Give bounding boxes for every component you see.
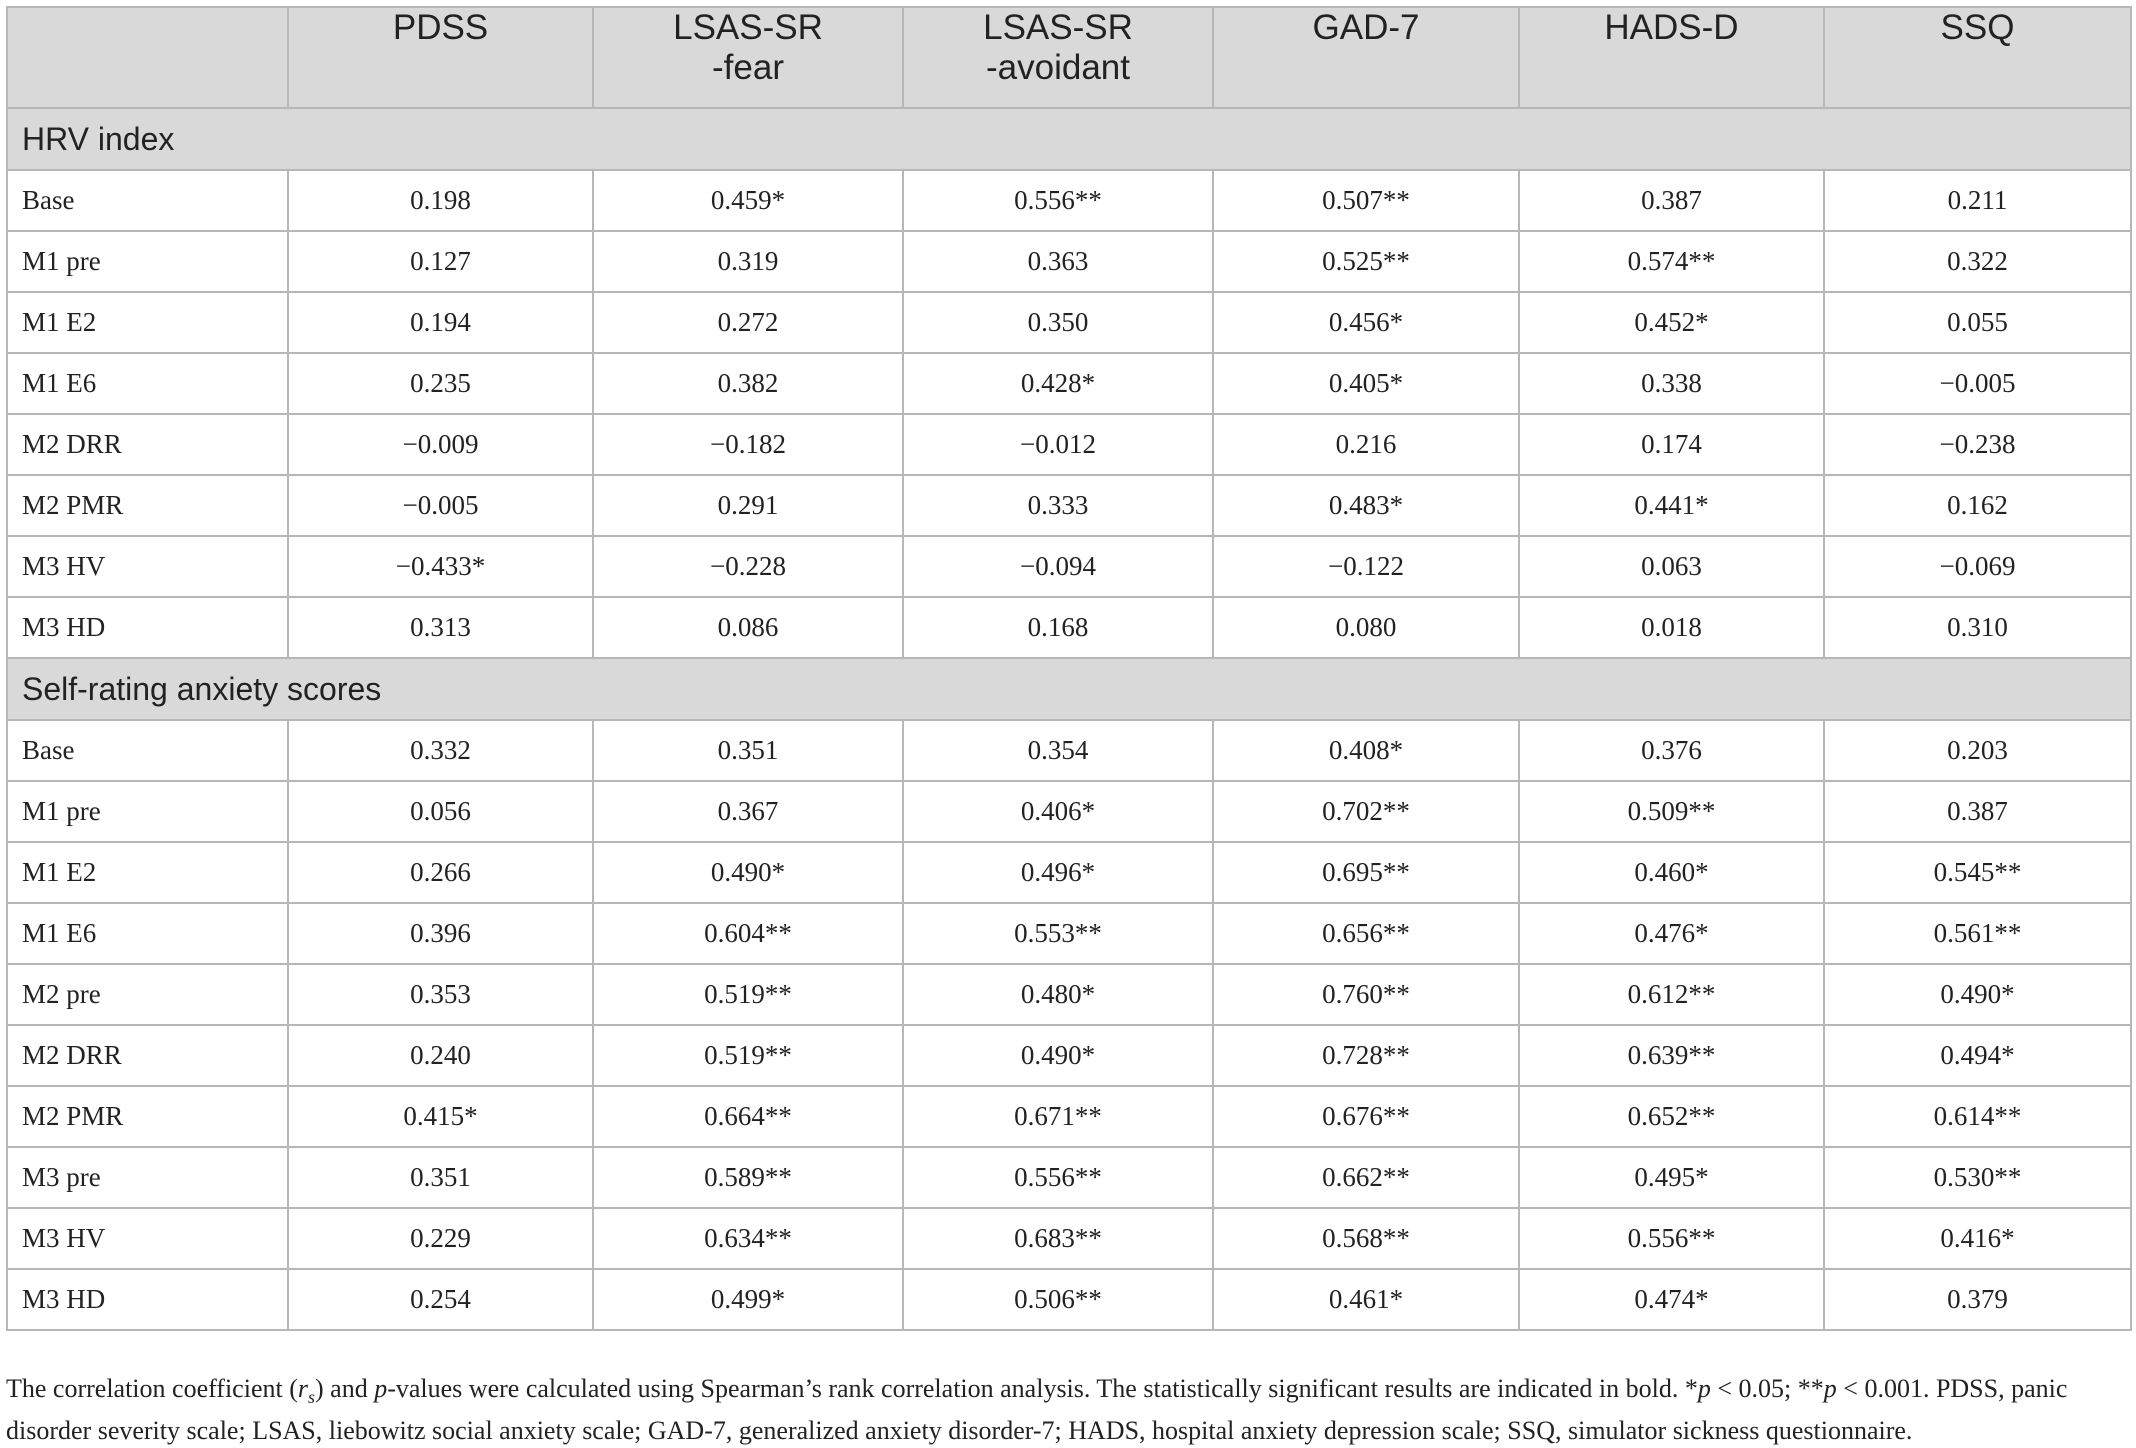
- table-cell: 0.018: [1519, 597, 1824, 658]
- row-label: M2 DRR: [7, 1025, 288, 1086]
- table-cell: 0.396: [288, 903, 593, 964]
- table-cell: 0.676**: [1213, 1086, 1519, 1147]
- row-label: M2 pre: [7, 964, 288, 1025]
- table-cell: 0.174: [1519, 414, 1824, 475]
- table-cell: −0.005: [1824, 353, 2131, 414]
- table-row: [7, 353, 2131, 414]
- table-cell: 0.235: [288, 353, 593, 414]
- row-label: M1 pre: [7, 781, 288, 842]
- column-header: [288, 7, 593, 108]
- table-cell: 0.387: [1824, 781, 2131, 842]
- table-cell: 0.664**: [593, 1086, 903, 1147]
- table-cell: 0.240: [288, 1025, 593, 1086]
- table-cell: 0.728**: [1213, 1025, 1519, 1086]
- column-header-line: LSAS-SR: [983, 8, 1133, 47]
- section-header-row: [7, 108, 2131, 170]
- column-header-line: HADS-D: [1604, 8, 1739, 47]
- row-label: M1 E6: [7, 903, 288, 964]
- table-cell: 0.086: [593, 597, 903, 658]
- table-row: [7, 536, 2131, 597]
- table-cell: −0.182: [593, 414, 903, 475]
- table-cell: 0.063: [1519, 536, 1824, 597]
- table-cell: −0.228: [593, 536, 903, 597]
- table-cell: 0.490*: [593, 842, 903, 903]
- table-cell: 0.376: [1519, 720, 1824, 781]
- table-cell: 0.490*: [903, 1025, 1213, 1086]
- table-cell: 0.203: [1824, 720, 2131, 781]
- table-cell: 0.353: [288, 964, 593, 1025]
- table-cell: 0.574**: [1519, 231, 1824, 292]
- table-cell: 0.338: [1519, 353, 1824, 414]
- table-cell: 0.507**: [1213, 170, 1519, 231]
- table-cell: −0.069: [1824, 536, 2131, 597]
- table-row: [7, 475, 2131, 536]
- table-cell: 0.194: [288, 292, 593, 353]
- row-label: M1 pre: [7, 231, 288, 292]
- table-cell: 0.614**: [1824, 1086, 2131, 1147]
- table-cell: 0.499*: [593, 1269, 903, 1330]
- table-cell: 0.322: [1824, 231, 2131, 292]
- table-cell: 0.405*: [1213, 353, 1519, 414]
- table-cell: 0.634**: [593, 1208, 903, 1269]
- table-cell: 0.480*: [903, 964, 1213, 1025]
- table-cell: 0.589**: [593, 1147, 903, 1208]
- table-cell: 0.313: [288, 597, 593, 658]
- table-cell: 0.495*: [1519, 1147, 1824, 1208]
- table-cell: 0.496*: [903, 842, 1213, 903]
- column-header-line: LSAS-SR: [673, 8, 823, 47]
- column-header-line: SSQ: [1940, 8, 2015, 47]
- table-header: [7, 7, 2131, 108]
- table-cell: −0.009: [288, 414, 593, 475]
- table-cell: 0.408*: [1213, 720, 1519, 781]
- table-cell: −0.012: [903, 414, 1213, 475]
- table-cell: 0.556**: [903, 170, 1213, 231]
- table-cell: 0.382: [593, 353, 903, 414]
- table-cell: 0.490*: [1824, 964, 2131, 1025]
- table-cell: 0.415*: [288, 1086, 593, 1147]
- table-cell: 0.474*: [1519, 1269, 1824, 1330]
- table-cell: 0.556**: [903, 1147, 1213, 1208]
- table-cell: 0.319: [593, 231, 903, 292]
- table-cell: 0.525**: [1213, 231, 1519, 292]
- table-cell: 0.216: [1213, 414, 1519, 475]
- table-cell: 0.254: [288, 1269, 593, 1330]
- table-cell: 0.476*: [1519, 903, 1824, 964]
- table-cell: 0.553**: [903, 903, 1213, 964]
- table-cell: 0.198: [288, 170, 593, 231]
- table-row: [7, 170, 2131, 231]
- section-header-row: [7, 658, 2131, 720]
- table-cell: 0.351: [288, 1147, 593, 1208]
- correlation-table: [6, 6, 2132, 1331]
- row-label: M3 HD: [7, 597, 288, 658]
- column-header: [593, 7, 903, 108]
- footnote-text: < 0.001. PDSS, panic disorder severity scale; LSAS, liebowitz social anxiety scale; GAD-7, generalized anxiety disorder-7; HADS, hospital anxiety depression scale; SSQ, simulator sickness questionnaire.: [6, 1374, 2068, 1446]
- column-header-line: PDSS: [392, 8, 489, 47]
- table-cell: 0.671**: [903, 1086, 1213, 1147]
- table-cell: 0.211: [1824, 170, 2131, 231]
- table-body: [7, 108, 2131, 1330]
- table-cell: 0.310: [1824, 597, 2131, 658]
- table-row: [7, 231, 2131, 292]
- column-header-line: -fear: [712, 48, 784, 87]
- table-cell: 0.441*: [1519, 475, 1824, 536]
- table-cell: 0.459*: [593, 170, 903, 231]
- table-container: [6, 6, 2130, 1331]
- column-header: [1213, 7, 1519, 108]
- row-label: M2 PMR: [7, 1086, 288, 1147]
- footnote-p-symbol: p: [1823, 1374, 1837, 1403]
- table-cell: −0.094: [903, 536, 1213, 597]
- table-cell: 0.760**: [1213, 964, 1519, 1025]
- table-cell: 0.452*: [1519, 292, 1824, 353]
- header-row: [7, 7, 2131, 108]
- table-cell: 0.556**: [1519, 1208, 1824, 1269]
- table-cell: 0.612**: [1519, 964, 1824, 1025]
- column-header: [903, 7, 1213, 108]
- table-cell: −0.005: [288, 475, 593, 536]
- table-cell: 0.530**: [1824, 1147, 2131, 1208]
- header-corner-cell: [7, 7, 288, 108]
- table-cell: 0.456*: [1213, 292, 1519, 353]
- row-label: M1 E2: [7, 292, 288, 353]
- table-cell: 0.272: [593, 292, 903, 353]
- table-cell: −0.122: [1213, 536, 1519, 597]
- table-cell: 0.545**: [1824, 842, 2131, 903]
- section-title: HRV index: [7, 108, 2131, 170]
- table-cell: 0.506**: [903, 1269, 1213, 1330]
- table-cell: 0.639**: [1519, 1025, 1824, 1086]
- table-cell: 0.406*: [903, 781, 1213, 842]
- table-cell: 0.695**: [1213, 842, 1519, 903]
- table-cell: 0.055: [1824, 292, 2131, 353]
- table-cell: 0.332: [288, 720, 593, 781]
- row-label: M3 HV: [7, 1208, 288, 1269]
- table-cell: 0.350: [903, 292, 1213, 353]
- row-label: M2 PMR: [7, 475, 288, 536]
- table-cell: 0.494*: [1824, 1025, 2131, 1086]
- table-cell: 0.519**: [593, 1025, 903, 1086]
- table-cell: 0.662**: [1213, 1147, 1519, 1208]
- table-row: [7, 1086, 2131, 1147]
- section-title: Self-rating anxiety scores: [7, 658, 2131, 720]
- table-cell: 0.702**: [1213, 781, 1519, 842]
- table-cell: 0.428*: [903, 353, 1213, 414]
- table-cell: 0.162: [1824, 475, 2131, 536]
- footnote-r-symbol: r: [297, 1374, 308, 1403]
- table-cell: 0.354: [903, 720, 1213, 781]
- table-cell: 0.683**: [903, 1208, 1213, 1269]
- table-cell: −0.238: [1824, 414, 2131, 475]
- table-cell: 0.367: [593, 781, 903, 842]
- column-header-line: -avoidant: [986, 48, 1130, 87]
- table-cell: 0.656**: [1213, 903, 1519, 964]
- column-header: [1519, 7, 1824, 108]
- table-cell: 0.604**: [593, 903, 903, 964]
- table-footnote: [6, 1372, 2130, 1448]
- footnote-text: -values were calculated using Spearman’s rank correlation analysis. The statistically significant results are indicated in bold. *: [387, 1374, 1698, 1403]
- table-row: [7, 842, 2131, 903]
- table-cell: 0.351: [593, 720, 903, 781]
- table-cell: 0.387: [1519, 170, 1824, 231]
- row-label: M2 DRR: [7, 414, 288, 475]
- table-cell: 0.416*: [1824, 1208, 2131, 1269]
- table-cell: 0.363: [903, 231, 1213, 292]
- footnote-text: < 0.05; **: [1710, 1374, 1824, 1403]
- table-cell: 0.461*: [1213, 1269, 1519, 1330]
- table-cell: 0.568**: [1213, 1208, 1519, 1269]
- row-label: M3 pre: [7, 1147, 288, 1208]
- table-cell: 0.127: [288, 231, 593, 292]
- row-label: Base: [7, 170, 288, 231]
- row-label: M1 E6: [7, 353, 288, 414]
- table-row: [7, 1208, 2131, 1269]
- table-cell: 0.561**: [1824, 903, 2131, 964]
- table-row: [7, 903, 2131, 964]
- row-label: M3 HD: [7, 1269, 288, 1330]
- table-cell: 0.519**: [593, 964, 903, 1025]
- table-cell: −0.433*: [288, 536, 593, 597]
- footnote-s-subscript: s: [308, 1387, 316, 1408]
- row-label: M3 HV: [7, 536, 288, 597]
- row-label: Base: [7, 720, 288, 781]
- table-row: [7, 781, 2131, 842]
- table-cell: 0.266: [288, 842, 593, 903]
- column-header-line: GAD-7: [1312, 8, 1420, 47]
- table-row: [7, 1025, 2131, 1086]
- table-cell: 0.333: [903, 475, 1213, 536]
- table-cell: 0.483*: [1213, 475, 1519, 536]
- table-cell: 0.460*: [1519, 842, 1824, 903]
- table-row: [7, 292, 2131, 353]
- table-cell: 0.080: [1213, 597, 1519, 658]
- footnote-text: The correlation coefficient (: [6, 1374, 298, 1403]
- table-cell: 0.168: [903, 597, 1213, 658]
- table-cell: 0.652**: [1519, 1086, 1824, 1147]
- row-label: M1 E2: [7, 842, 288, 903]
- table-row: [7, 1269, 2131, 1330]
- table-row: [7, 597, 2131, 658]
- footnote-p-symbol: p: [1697, 1374, 1711, 1403]
- table-cell: 0.291: [593, 475, 903, 536]
- table-cell: 0.509**: [1519, 781, 1824, 842]
- table-cell: 0.379: [1824, 1269, 2131, 1330]
- table-cell: 0.229: [288, 1208, 593, 1269]
- footnote-text: ) and: [315, 1374, 375, 1403]
- table-cell: 0.056: [288, 781, 593, 842]
- table-row: [7, 964, 2131, 1025]
- table-row: [7, 1147, 2131, 1208]
- footnote-p-symbol: p: [374, 1374, 388, 1403]
- table-row: [7, 414, 2131, 475]
- column-header: [1824, 7, 2131, 108]
- table-row: [7, 720, 2131, 781]
